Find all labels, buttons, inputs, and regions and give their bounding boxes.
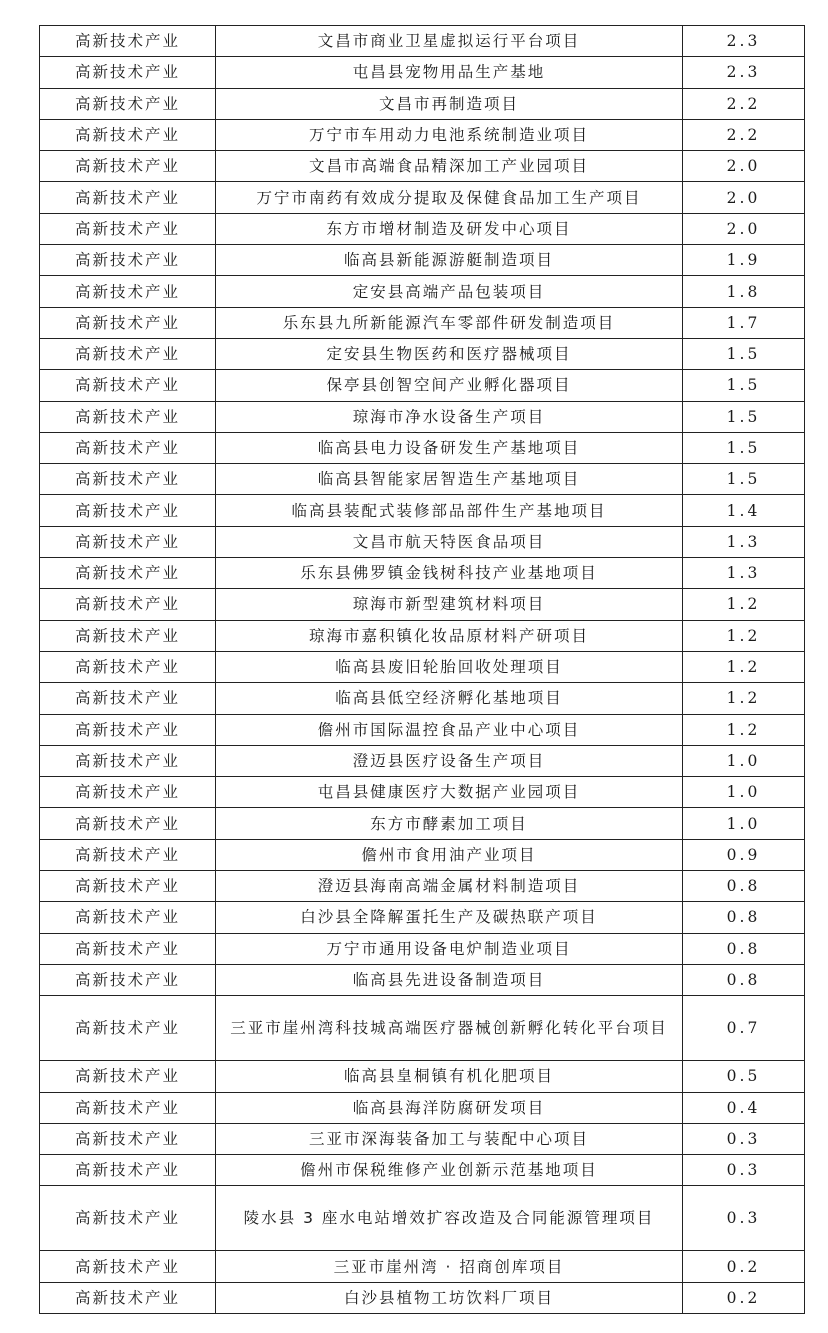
table-row — [40, 88, 805, 119]
project-name-cell: 临高县先进设备制造项目 — [216, 964, 683, 995]
amount-cell: 0.8 — [683, 871, 805, 902]
project-name-cell: 临高县废旧轮胎回收处理项目 — [216, 651, 683, 682]
table-row — [40, 1282, 805, 1313]
amount-cell: 1.5 — [683, 432, 805, 463]
project-name-cell: 儋州市国际温控食品产业中心项目 — [216, 714, 683, 745]
table-row — [40, 777, 805, 808]
project-name-cell: 乐东县九所新能源汽车零部件研发制造项目 — [216, 307, 683, 338]
table-row — [40, 182, 805, 213]
category-cell: 高新技术产业 — [40, 777, 216, 808]
category-cell: 高新技术产业 — [40, 996, 216, 1061]
table-row — [40, 714, 805, 745]
table-row — [40, 1061, 805, 1092]
project-name-cell: 屯昌县健康医疗大数据产业园项目 — [216, 777, 683, 808]
project-name-cell: 儋州市食用油产业项目 — [216, 839, 683, 870]
category-cell: 高新技术产业 — [40, 933, 216, 964]
amount-cell: 1.5 — [683, 338, 805, 369]
amount-cell: 1.2 — [683, 714, 805, 745]
category-cell: 高新技术产业 — [40, 307, 216, 338]
amount-cell: 0.2 — [683, 1282, 805, 1313]
amount-cell: 0.3 — [683, 1186, 805, 1251]
table-row — [40, 276, 805, 307]
category-cell: 高新技术产业 — [40, 213, 216, 244]
table-row — [40, 589, 805, 620]
project-name-cell: 乐东县佛罗镇金钱树科技产业基地项目 — [216, 558, 683, 589]
project-name-cell: 临高县电力设备研发生产基地项目 — [216, 432, 683, 463]
project-name-cell: 澄迈县海南高端金属材料制造项目 — [216, 871, 683, 902]
category-cell: 高新技术产业 — [40, 26, 216, 57]
amount-cell: 0.5 — [683, 1061, 805, 1092]
project-table — [39, 25, 805, 1314]
amount-cell: 1.7 — [683, 307, 805, 338]
table-row — [40, 307, 805, 338]
project-name-cell: 三亚市崖州湾 · 招商创库项目 — [216, 1251, 683, 1282]
category-cell: 高新技术产业 — [40, 558, 216, 589]
category-cell: 高新技术产业 — [40, 276, 216, 307]
project-name-cell: 澄迈县医疗设备生产项目 — [216, 745, 683, 776]
category-cell: 高新技术产业 — [40, 495, 216, 526]
table-row — [40, 683, 805, 714]
project-name-cell: 三亚市深海装备加工与装配中心项目 — [216, 1123, 683, 1154]
category-cell: 高新技术产业 — [40, 464, 216, 495]
amount-cell: 1.5 — [683, 464, 805, 495]
amount-cell: 1.2 — [683, 620, 805, 651]
project-name-cell: 东方市增材制造及研发中心项目 — [216, 213, 683, 244]
amount-cell: 0.3 — [683, 1155, 805, 1186]
amount-cell: 0.8 — [683, 964, 805, 995]
project-name-cell: 临高县皇桐镇有机化肥项目 — [216, 1061, 683, 1092]
category-cell: 高新技术产业 — [40, 683, 216, 714]
table-row — [40, 245, 805, 276]
amount-cell: 1.5 — [683, 401, 805, 432]
amount-cell: 2.0 — [683, 151, 805, 182]
amount-cell: 0.8 — [683, 933, 805, 964]
amount-cell: 1.9 — [683, 245, 805, 276]
amount-cell: 2.0 — [683, 182, 805, 213]
category-cell: 高新技术产业 — [40, 245, 216, 276]
project-name-cell: 文昌市高端食品精深加工产业园项目 — [216, 151, 683, 182]
table-row — [40, 1123, 805, 1154]
amount-cell: 1.0 — [683, 808, 805, 839]
project-table-body — [40, 26, 805, 1314]
project-name-cell: 琼海市新型建筑材料项目 — [216, 589, 683, 620]
table-row — [40, 213, 805, 244]
category-cell: 高新技术产业 — [40, 526, 216, 557]
table-row — [40, 26, 805, 57]
project-name-cell: 文昌市航天特医食品项目 — [216, 526, 683, 557]
category-cell: 高新技术产业 — [40, 589, 216, 620]
project-name-cell: 临高县海洋防腐研发项目 — [216, 1092, 683, 1123]
category-cell: 高新技术产业 — [40, 964, 216, 995]
table-row — [40, 495, 805, 526]
amount-cell: 2.3 — [683, 26, 805, 57]
table-row — [40, 745, 805, 776]
amount-cell: 1.8 — [683, 276, 805, 307]
project-name-cell: 万宁市南药有效成分提取及保健食品加工生产项目 — [216, 182, 683, 213]
category-cell: 高新技术产业 — [40, 1282, 216, 1313]
table-row — [40, 808, 805, 839]
category-cell: 高新技术产业 — [40, 839, 216, 870]
category-cell: 高新技术产业 — [40, 1123, 216, 1154]
project-name-cell: 文昌市商业卫星虚拟运行平台项目 — [216, 26, 683, 57]
category-cell: 高新技术产业 — [40, 745, 216, 776]
table-row — [40, 57, 805, 88]
table-row — [40, 464, 805, 495]
project-name-cell: 白沙县全降解蛋托生产及碳热联产项目 — [216, 902, 683, 933]
project-name-cell: 保亭县创智空间产业孵化器项目 — [216, 370, 683, 401]
category-cell: 高新技术产业 — [40, 432, 216, 463]
amount-cell: 2.3 — [683, 57, 805, 88]
project-name-cell: 万宁市通用设备电炉制造业项目 — [216, 933, 683, 964]
table-row — [40, 651, 805, 682]
category-cell: 高新技术产业 — [40, 1155, 216, 1186]
project-name-cell: 临高县低空经济孵化基地项目 — [216, 683, 683, 714]
amount-cell: 1.3 — [683, 558, 805, 589]
category-cell: 高新技术产业 — [40, 808, 216, 839]
category-cell: 高新技术产业 — [40, 714, 216, 745]
category-cell: 高新技术产业 — [40, 370, 216, 401]
amount-cell: 0.4 — [683, 1092, 805, 1123]
amount-cell: 0.7 — [683, 996, 805, 1061]
category-cell: 高新技术产业 — [40, 151, 216, 182]
table-row — [40, 432, 805, 463]
project-name-cell: 万宁市车用动力电池系统制造业项目 — [216, 119, 683, 150]
amount-cell: 1.4 — [683, 495, 805, 526]
category-cell: 高新技术产业 — [40, 182, 216, 213]
category-cell: 高新技术产业 — [40, 338, 216, 369]
project-name-cell: 临高县装配式装修部品部件生产基地项目 — [216, 495, 683, 526]
category-cell: 高新技术产业 — [40, 871, 216, 902]
category-cell: 高新技术产业 — [40, 401, 216, 432]
category-cell: 高新技术产业 — [40, 651, 216, 682]
project-name-cell: 陵水县 3 座水电站增效扩容改造及合同能源管理项目 — [216, 1186, 683, 1251]
project-name-cell: 定安县高端产品包装项目 — [216, 276, 683, 307]
category-cell: 高新技术产业 — [40, 1092, 216, 1123]
table-row — [40, 338, 805, 369]
amount-cell: 2.2 — [683, 119, 805, 150]
amount-cell: 0.8 — [683, 902, 805, 933]
category-cell: 高新技术产业 — [40, 1251, 216, 1282]
table-row — [40, 964, 805, 995]
project-name-cell: 东方市酵素加工项目 — [216, 808, 683, 839]
amount-cell: 1.2 — [683, 683, 805, 714]
amount-cell: 0.9 — [683, 839, 805, 870]
table-row — [40, 902, 805, 933]
table-row — [40, 1186, 805, 1251]
category-cell: 高新技术产业 — [40, 57, 216, 88]
amount-cell: 1.0 — [683, 745, 805, 776]
table-row — [40, 370, 805, 401]
table-row — [40, 119, 805, 150]
project-table-container — [39, 25, 804, 1314]
table-row — [40, 1251, 805, 1282]
amount-cell: 1.0 — [683, 777, 805, 808]
project-name-cell: 儋州市保税维修产业创新示范基地项目 — [216, 1155, 683, 1186]
table-row — [40, 151, 805, 182]
table-row — [40, 558, 805, 589]
amount-cell: 1.5 — [683, 370, 805, 401]
project-name-cell: 文昌市再制造项目 — [216, 88, 683, 119]
category-cell: 高新技术产业 — [40, 119, 216, 150]
project-name-cell: 临高县智能家居智造生产基地项目 — [216, 464, 683, 495]
category-cell: 高新技术产业 — [40, 1061, 216, 1092]
table-row — [40, 401, 805, 432]
amount-cell: 1.2 — [683, 589, 805, 620]
table-row — [40, 620, 805, 651]
category-cell: 高新技术产业 — [40, 88, 216, 119]
amount-cell: 0.3 — [683, 1123, 805, 1154]
category-cell: 高新技术产业 — [40, 620, 216, 651]
table-row — [40, 1155, 805, 1186]
table-row — [40, 933, 805, 964]
amount-cell: 2.0 — [683, 213, 805, 244]
table-row — [40, 839, 805, 870]
project-name-cell: 定安县生物医药和医疗器械项目 — [216, 338, 683, 369]
project-name-cell: 琼海市嘉积镇化妆品原材料产研项目 — [216, 620, 683, 651]
amount-cell: 1.2 — [683, 651, 805, 682]
table-row — [40, 871, 805, 902]
table-row — [40, 526, 805, 557]
table-row — [40, 996, 805, 1061]
amount-cell: 0.2 — [683, 1251, 805, 1282]
project-name-cell: 屯昌县宠物用品生产基地 — [216, 57, 683, 88]
project-name-cell: 临高县新能源游艇制造项目 — [216, 245, 683, 276]
project-name-cell: 琼海市净水设备生产项目 — [216, 401, 683, 432]
category-cell: 高新技术产业 — [40, 902, 216, 933]
project-name-cell: 三亚市崖州湾科技城高端医疗器械创新孵化转化平台项目 — [216, 996, 683, 1061]
category-cell: 高新技术产业 — [40, 1186, 216, 1251]
table-row — [40, 1092, 805, 1123]
amount-cell: 2.2 — [683, 88, 805, 119]
project-name-cell: 白沙县植物工坊饮料厂项目 — [216, 1282, 683, 1313]
amount-cell: 1.3 — [683, 526, 805, 557]
